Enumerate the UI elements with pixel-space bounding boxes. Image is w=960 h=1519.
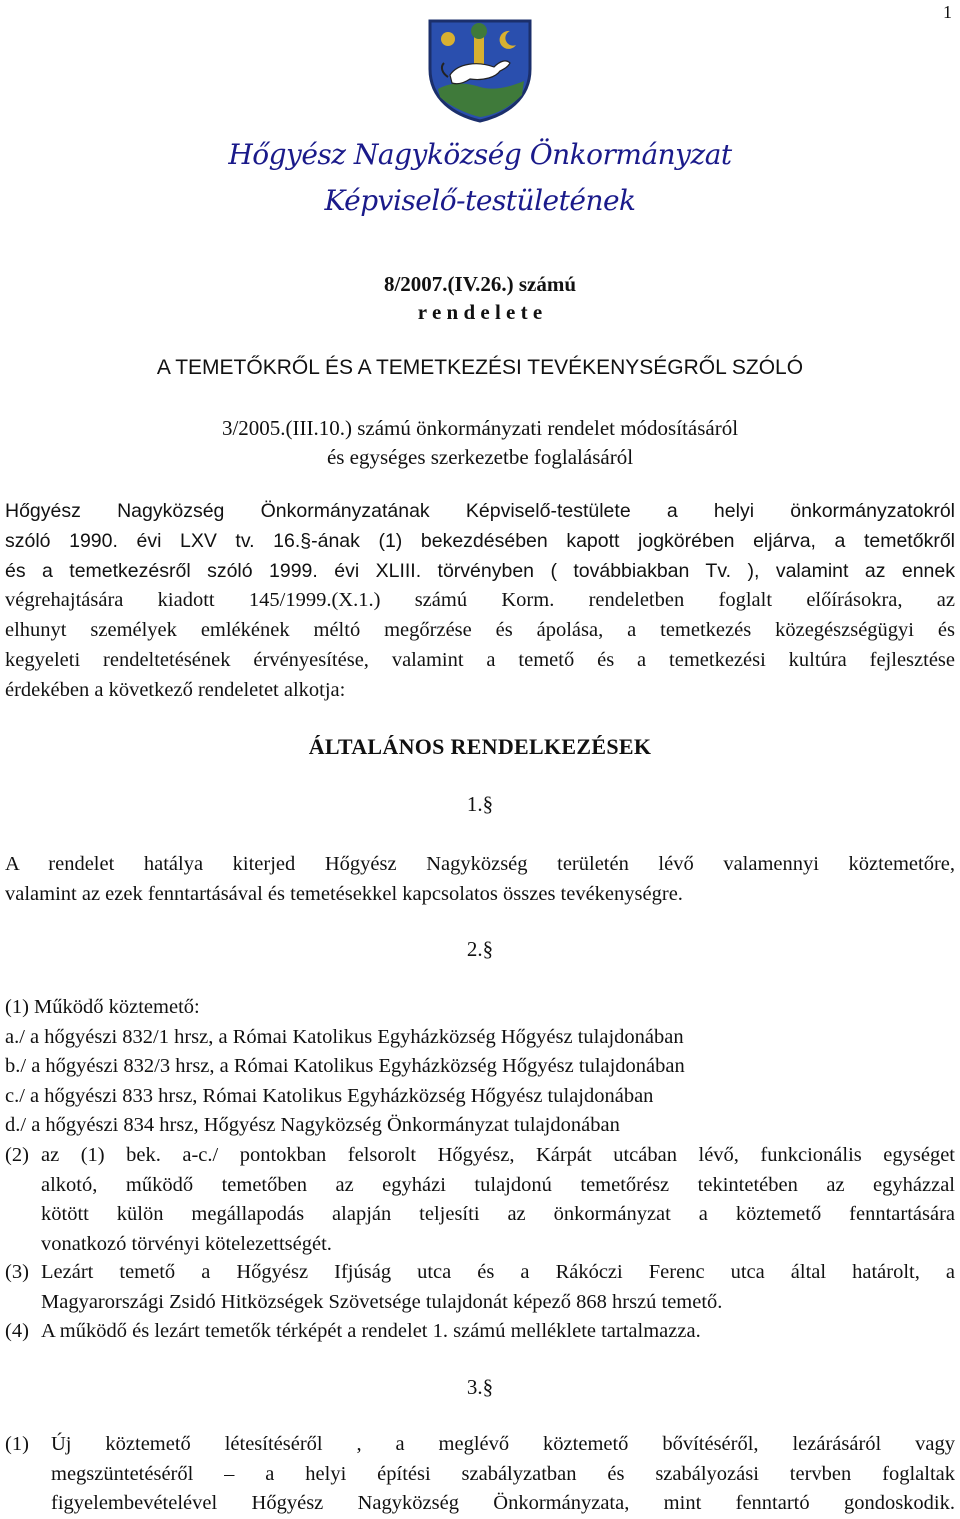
paragraph-mark-3: 3.§ xyxy=(466,1375,494,1399)
subparagraph-number: (2) xyxy=(5,1144,29,1166)
subparagraph-line: Magyarországi Zsidó Hitközségek Szövetsége tulajdonát képező 868 hrszú temető. xyxy=(41,1290,723,1313)
title-line-2: Képviselő-testületének xyxy=(324,184,636,217)
preamble-line: és a temetkezésről szóló 1999. évi XLIII. törvényben ( továbbiakban Tv. ), valamint az ennek xyxy=(5,559,955,582)
subparagraph-3 xyxy=(5,1258,955,1317)
paragraph-3-subparagraph-1 xyxy=(5,1430,955,1519)
amendment-line-2: és egységes szerkezetbe foglalásáról xyxy=(326,445,634,469)
preamble-line: elhunyt személyek emlékének méltó megőrzése és ápolása, a temetkezés közegészségügyi és xyxy=(5,619,955,642)
subparagraph-line: megszüntetéséről – a helyi építési szabályzatban és szabályozási tervben foglaltak xyxy=(51,1462,955,1485)
subparagraph-line: kötött külön megállapodás alapján teljesíti az önkormányzat a köztemető fenntartására xyxy=(41,1203,955,1225)
preamble-line: végrehajtására kiadott 145/1999.(X.1.) számú Korm. rendeletben foglalt előírásokra, az xyxy=(5,589,955,612)
list-item: d./ a hőgyészi 834 hrsz, Hőgyész Nagyközség Önkormányzat tulajdonában xyxy=(5,1114,620,1136)
amendment-line-1: 3/2005.(III.10.) számú önkormányzati rendelet módosításáról xyxy=(221,416,739,440)
section-heading: ÁLTALÁNOS RENDELKEZÉSEK xyxy=(308,734,652,759)
decree-subject: A TEMETŐKRŐL ÉS A TEMETKEZÉSI TEVÉKENYSÉGRŐL SZÓLÓ xyxy=(156,356,804,379)
list-item: b./ a hőgyészi 832/3 hrsz, a Római Katolikus Egyházközség Hőgyész tulajdonában xyxy=(5,1055,685,1077)
preamble-line: szóló 1990. évi LXV tv. 16.§-ának (1) bekezdésében kapott jogkörében eljárva, a temetőkről xyxy=(5,529,955,552)
subparagraph-number: (3) xyxy=(5,1261,29,1283)
paragraph-mark-2: 2.§ xyxy=(466,937,494,961)
decree-word: r e n d e l e t e xyxy=(417,300,543,324)
subparagraph-line: Új köztemető létesítéséről , a meglévő köztemető bővítéséről, lezárásáról vagy xyxy=(51,1433,955,1455)
subparagraph-number: (4) xyxy=(5,1320,29,1342)
page-number: 1 xyxy=(943,2,952,22)
paragraph-mark-1: 1.§ xyxy=(466,792,494,816)
decree-number: 8/2007.(IV.26.) számú xyxy=(383,272,577,296)
subparagraph-line: vonatkozó törvényi kötelezettségét. xyxy=(41,1232,332,1255)
paragraph-1 xyxy=(5,849,955,909)
list-item: a./ a hőgyészi 832/1 hrsz, a Római Katolikus Egyházközség Hőgyész tulajdonában xyxy=(5,1026,684,1048)
preamble-line: Hőgyész Nagyközség Önkormányzatának Képviselő-testülete a helyi önkormányzatokról xyxy=(5,500,955,522)
subparagraph-line: figyelembevételével Hőgyész Nagyközség Önkormányzata, mint fenntartó gondoskodik. xyxy=(51,1492,955,1514)
coat-of-arms-icon xyxy=(424,17,536,123)
subparagraph-4 xyxy=(5,1317,955,1347)
list-item: (1) Működő köztemető: xyxy=(5,996,200,1018)
subparagraph-2 xyxy=(5,1141,955,1259)
preamble-line: kegyeleti rendeltetésének érvényesítése, valamint a temető és a temetkezési kultúra fejlesztése xyxy=(5,648,955,671)
subparagraph-line: Lezárt temető a Hőgyész Ifjúság utca és a Rákóczi Ferenc utca által határolt, a xyxy=(41,1261,955,1283)
title-line-1: Hőgyész Nagyközség Önkormányzat xyxy=(228,138,732,171)
preamble-line: érdekében a következő rendeletet alkotja: xyxy=(5,678,346,701)
subparagraph-line: alkotó, működő temetőben az egyházi tulajdonú temetőrész tekintetében az egyházzal xyxy=(41,1173,955,1196)
subparagraph-number: (1) xyxy=(5,1433,29,1455)
paragraph-line: A rendelet hatálya kiterjed Hőgyész Nagyközség területén lévő valamennyi köztemetőre, xyxy=(5,853,955,875)
list-item: c./ a hőgyészi 833 hrsz, Római Katolikus Egyházközség Hőgyész tulajdonában xyxy=(5,1085,654,1107)
subparagraph-line: az (1) bek. a-c./ pontokban felsorolt Hőgyész, Kárpát utcában lévő, funkcionális egységet xyxy=(41,1144,955,1166)
subparagraph-line: A működő és lezárt temetők térképét a rendelet 1. számú melléklete tartalmazza. xyxy=(41,1320,701,1342)
paragraph-line: valamint az ezek fenntartásával és temetésekkel kapcsolatos összes tevékenységre. xyxy=(5,883,683,905)
preamble xyxy=(5,497,955,706)
